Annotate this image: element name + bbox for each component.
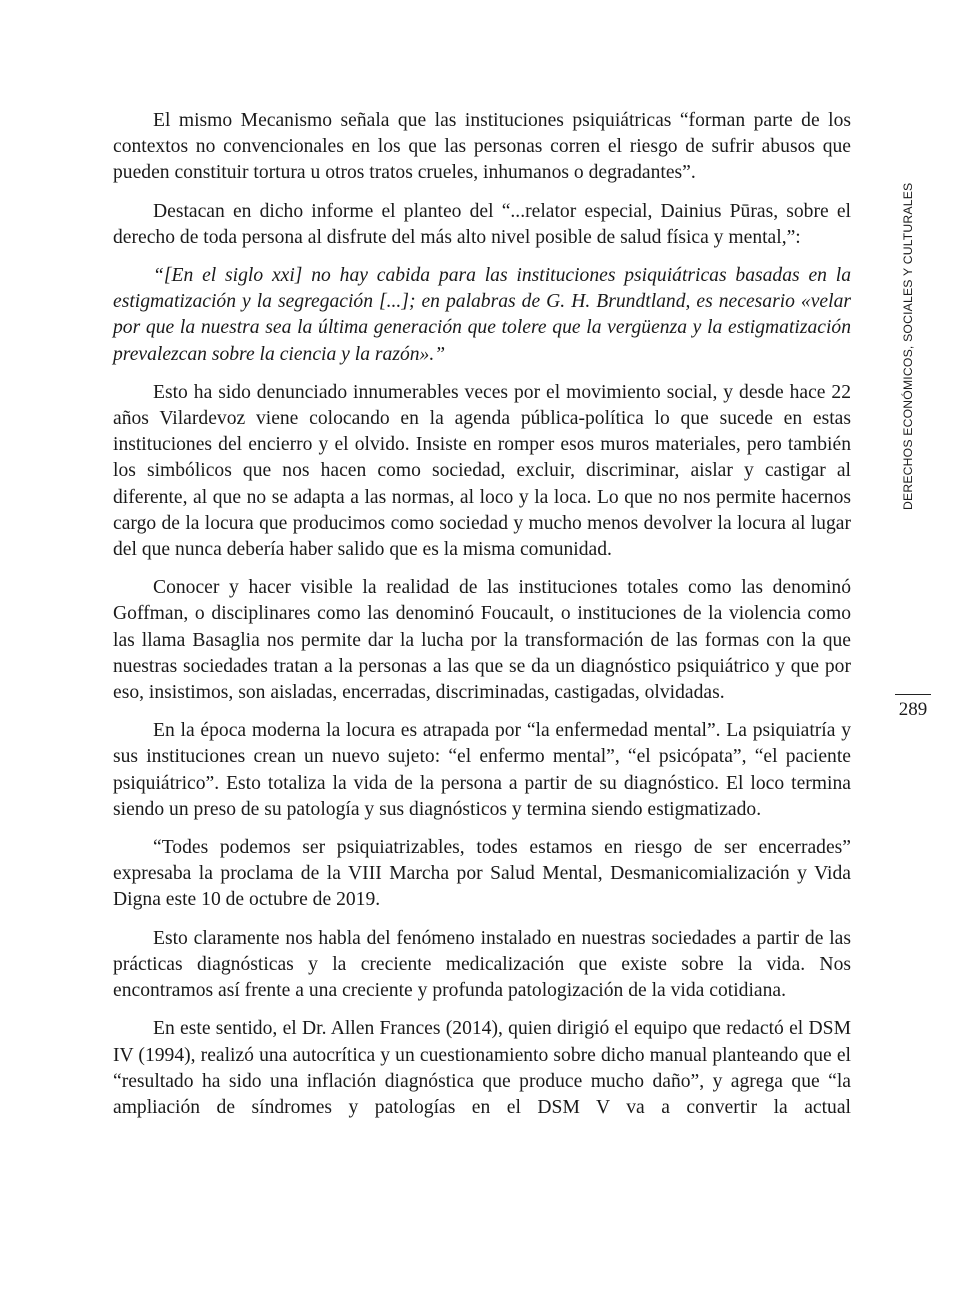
- paragraph: En la época moderna la locura es atrapada por “la enfermedad mental”. La psiquiatría y sus instituciones crean un nuevo sujeto: “el enfermo mental”, “el psicópata”, “el paciente psiquiátrico”. Esto totaliza la vida de la persona a partir de su diagnóstico. El loco termina siendo un preso de su patología y sus diagnósticos y termina siendo estigmatizado.: [113, 720, 851, 820]
- page-number: 289: [898, 699, 928, 720]
- paragraph: Esto claramente nos habla del fenómeno instalado en nuestras sociedades a partir de las prácticas diagnósticas y la creciente medicalización que existe sobre la vida. Nos encontramos así frente a una creciente y profunda patologización de la vida cotidiana.: [113, 927, 851, 1002]
- page-number-rule: [895, 694, 931, 695]
- paragraph: Conocer y hacer visible la realidad de las instituciones totales como las denominó Goffman, o disciplinares como las denominó Foucault, o instituciones de la violencia como las llama Basaglia nos permite dar la lucha por la transformación de las formas con la que nuestras sociedades tratan a la personas a las que se da un diagnóstico psiquiátrico y que por eso, insistimos, son aisladas, encerradas, discriminadas, castigadas, olvidadas.: [113, 577, 851, 704]
- paragraph: Destacan en dicho informe el planteo del “...relator especial, Dainius Pūras, sobre el derecho de toda persona al disfrute del más alto nivel posible de salud física y mental,”:: [113, 200, 851, 248]
- block-quote: “[En el siglo xxi] no hay cabida para las instituciones psiquiátricas basadas en la estigmatización y la segregación [...]; en palabras de G. H. Brundtland, es necesario «velar por que la nuestra sea la última generación que tolere que la vergüenza y la estigmatización prevalezcan sobre la ciencia y la razón».”: [113, 265, 851, 365]
- paragraph: “Todes podemos ser psiquiatrizables, todes estamos en riesgo de ser encerrades” expresaba la proclama de la VIII Marcha por Salud Mental, Desmanicomialización y Vida Digna este 10 de octubre de 2019.: [113, 837, 851, 911]
- running-header: DERECHOS ECONÓMICOS, SOCIALES Y CULTURALES: [901, 182, 915, 510]
- paragraph: En este sentido, el Dr. Allen Frances (2014), quien dirigió el equipo que redactó el DSM IV (1994), realizó una autocrítica y un cuestionamiento sobre dicho manual planteando que el “resultado ha sido una inflación diagnóstica que produce mucho daño”, y agrega que “la ampliación de síndromes y patologías en el DSM V va a convertir la actual: [113, 1018, 851, 1118]
- paragraph: Esto ha sido denunciado innumerables veces por el movimiento social, y desde hace 22 años Vilardevoz viene colocando en la agenda pública-política lo que sucede en estas instituciones del encierro y el olvido. Insiste en romper esos muros materiales, pero también los simbólicos que nos hacen como sociedad, excluir, discriminar, aislar y castigar al diferente, al que no se adapta a las normas, al loco y la loca. Lo que no nos permite hacernos cargo de la locura que producimos como sociedad y mucho menos devolver la locura al lugar del que nunca debería haber salido que es la misma comunidad.: [113, 381, 851, 561]
- body-text: [113, 108, 851, 1121]
- paragraph: El mismo Mecanismo señala que las instituciones psiquiátricas “forman parte de los contextos no convencionales en los que las personas corren el riesgo de sufrir abusos que pueden constituir tortura u otros tratos crueles, inhumanos o degradantes”.: [113, 110, 851, 184]
